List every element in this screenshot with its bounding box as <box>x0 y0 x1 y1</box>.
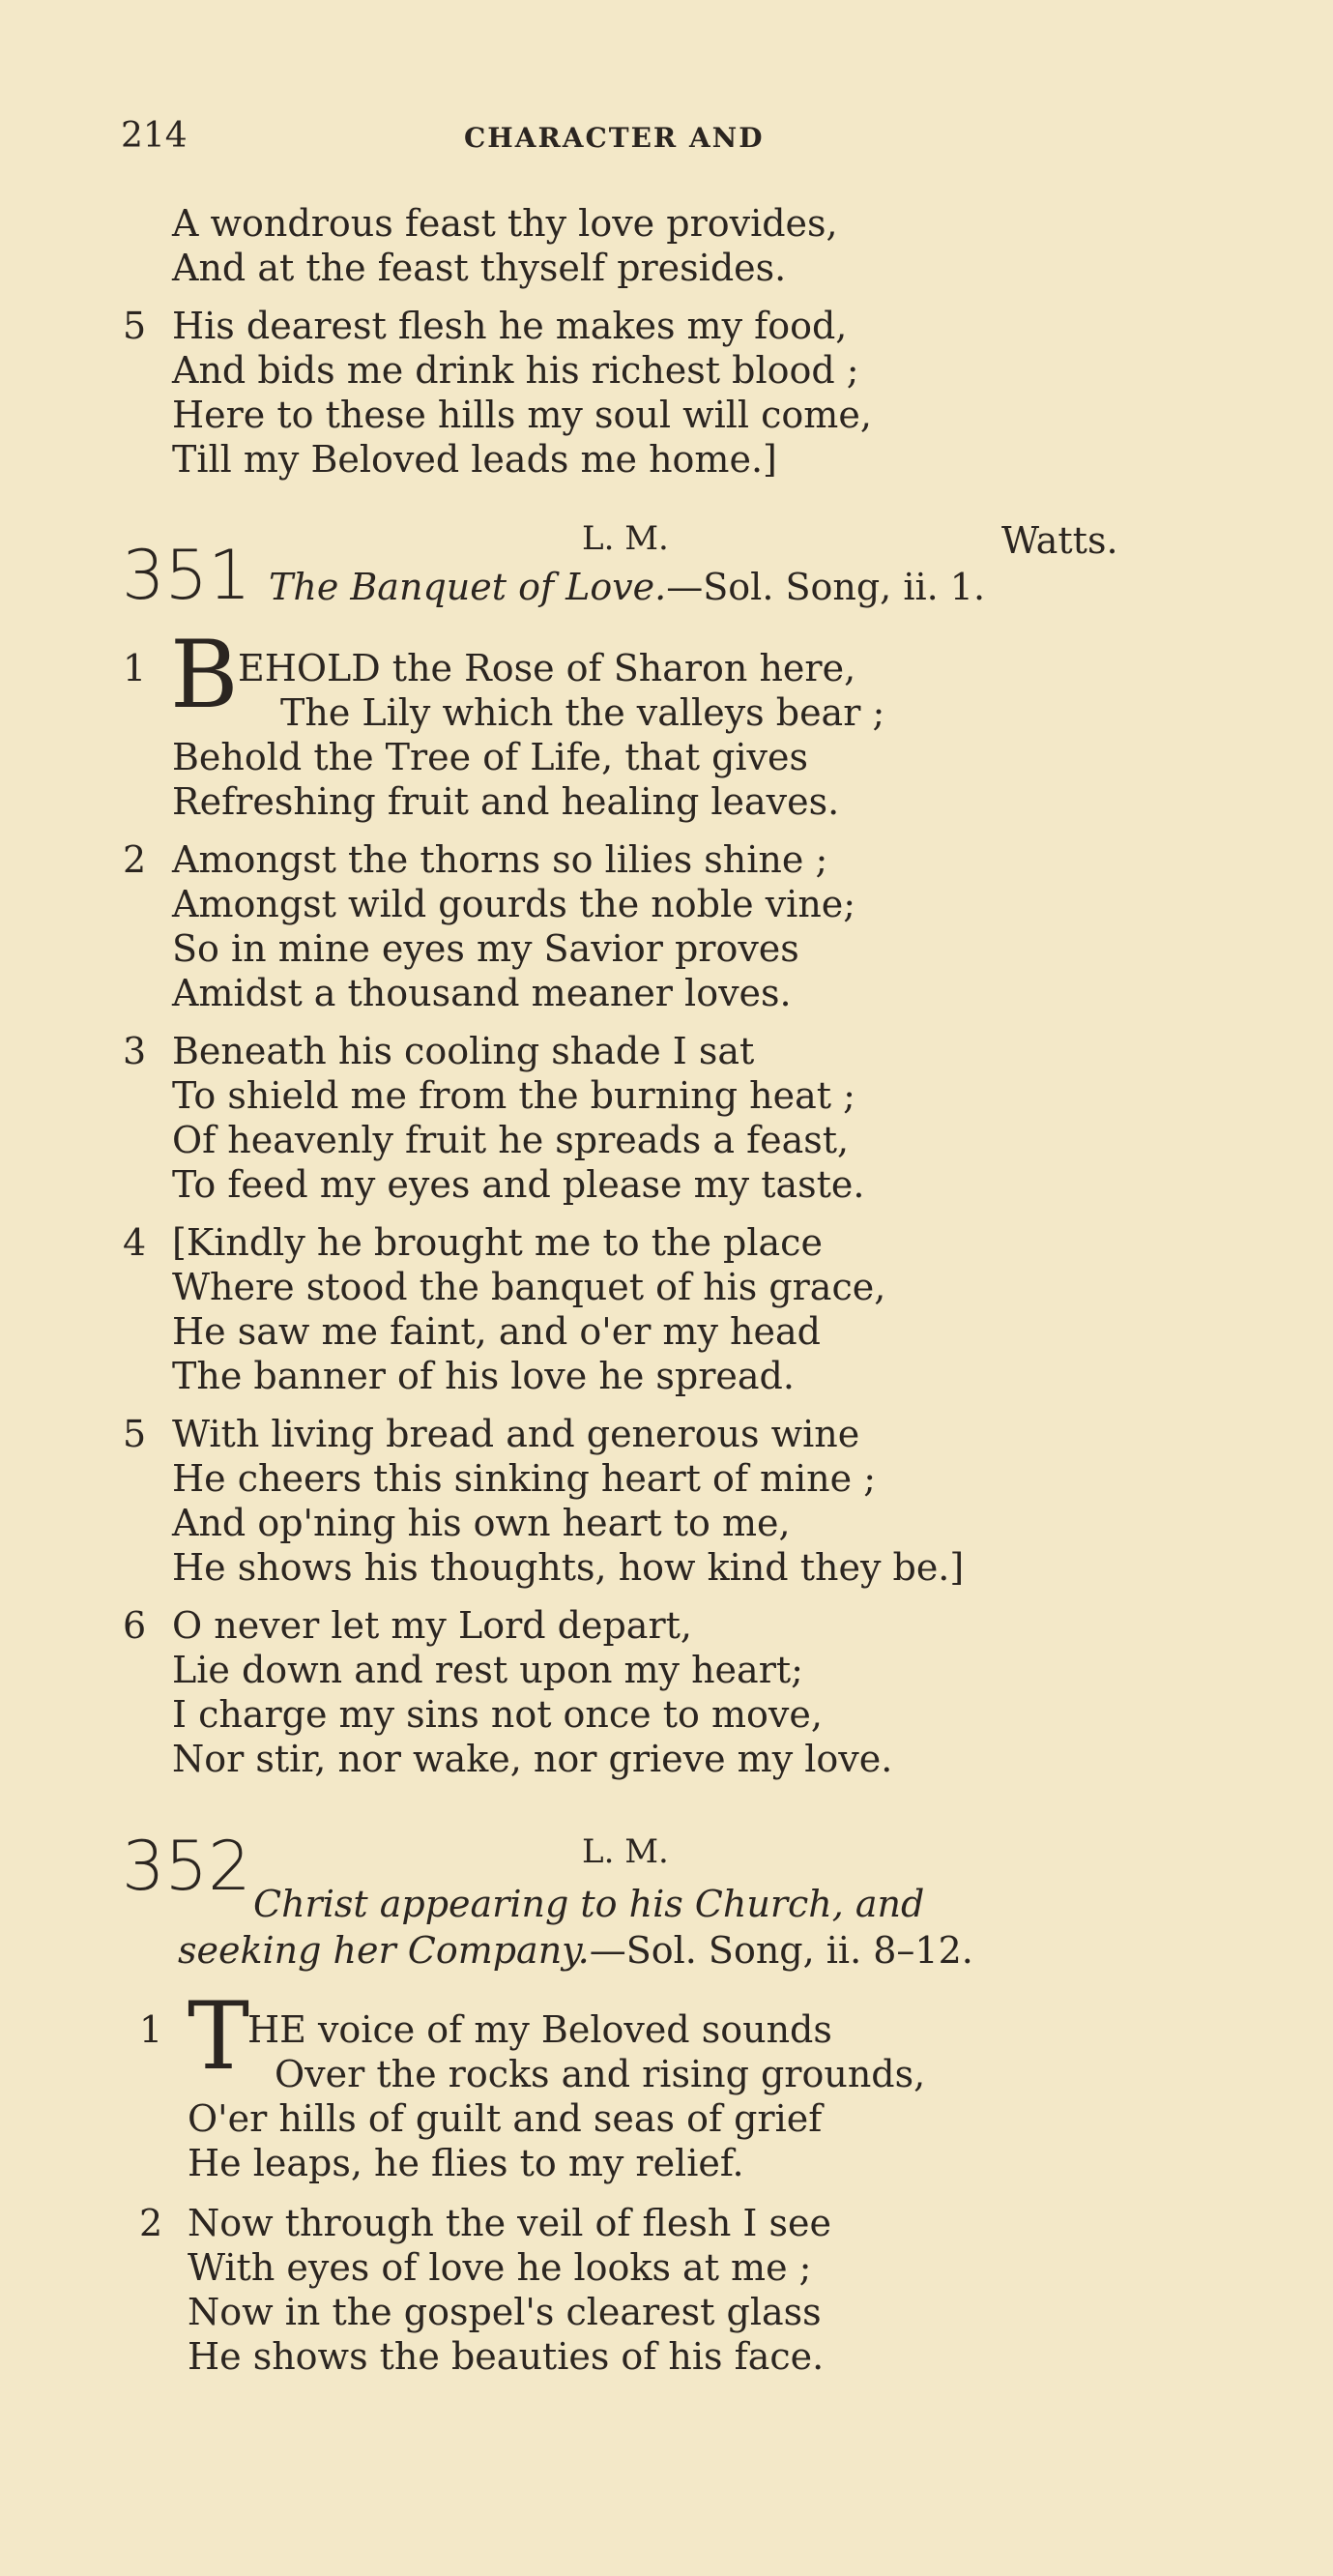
verse-line: Amidst a thousand meaner loves. <box>172 972 792 1014</box>
hymn-subtitle <box>178 1929 973 1972</box>
verse-line: EHOLD the Rose of Sharon here, <box>238 647 856 689</box>
verse-number: 2 <box>123 838 147 881</box>
verse-line: And bids me drink his richest blood ; <box>172 349 859 392</box>
hymn-title: The Banquet of Love. <box>269 566 667 608</box>
verse-line: O never let my Lord depart, <box>172 1604 692 1647</box>
verse-line: The Lily which the valleys bear ; <box>280 691 885 734</box>
verse-line: Here to these hills my soul will come, <box>172 394 872 436</box>
verse-line: HE voice of my Beloved sounds <box>247 2008 832 2051</box>
verse-line: With living bread and generous wine <box>172 1413 860 1455</box>
verse-number: 5 <box>123 1413 147 1455</box>
verse-line: Refreshing fruit and healing leaves. <box>172 780 840 823</box>
verse-line: With eyes of love he looks at me ; <box>188 2246 812 2289</box>
hymn-title: seeking her Company. <box>178 1929 590 1972</box>
verse-line: Where stood the banquet of his grace, <box>172 1266 886 1308</box>
verse-number: 1 <box>139 2008 163 2051</box>
prev-hymn-line: And at the feast thyself presides. <box>172 247 787 289</box>
verse-number: 4 <box>123 1221 147 1264</box>
hymn-number: 352 <box>122 1827 251 1906</box>
hymn-author: Watts. <box>1001 519 1118 562</box>
verse-number: 2 <box>139 2202 163 2244</box>
verse-line: He cheers this sinking heart of mine ; <box>172 1457 877 1500</box>
verse-number: 5 <box>123 305 147 347</box>
verse-line: He shows the beauties of his face. <box>188 2335 825 2378</box>
verse-line: He shows his thoughts, how kind they be.] <box>172 1546 965 1589</box>
verse-line: Behold the Tree of Life, that gives <box>172 736 809 778</box>
verse-line: Nor stir, nor wake, nor grieve my love. <box>172 1738 893 1780</box>
verse-line: And op'ning his own heart to me, <box>172 1502 791 1544</box>
verse-line: His dearest flesh he makes my food, <box>172 305 848 347</box>
hymn-subtitle <box>269 566 986 608</box>
hymn-subtitle <box>253 1883 925 1925</box>
verse-line: To shield me from the burning heat ; <box>172 1074 855 1117</box>
verse-line: Now in the gospel's clearest glass <box>188 2291 822 2333</box>
hymn-meter: L. M. <box>582 519 669 558</box>
verse-line: Till my Beloved leads me home.] <box>172 438 777 481</box>
verse-line: Amongst the thorns so lilies shine ; <box>172 838 828 881</box>
verse-line: So in mine eyes my Savior proves <box>172 927 799 970</box>
verse-line: He saw me faint, and o'er my head <box>172 1310 821 1353</box>
scripture-reference: —Sol. Song, ii. 8–12. <box>589 1929 973 1972</box>
verse-line: Amongst wild gourds the noble vine; <box>172 883 856 925</box>
verse-line: O'er hills of guilt and seas of grief <box>188 2097 823 2140</box>
verse-line: Beneath his cooling shade I sat <box>172 1030 755 1072</box>
verse-line: The banner of his love he spread. <box>172 1355 795 1397</box>
verse-line: He leaps, he flies to my relief. <box>188 2142 744 2184</box>
verse-line: Now through the veil of flesh I see <box>188 2202 832 2244</box>
hymn-number: 351 <box>122 536 251 615</box>
scripture-reference: —Sol. Song, ii. 1. <box>666 566 986 608</box>
verse-line: Of heavenly fruit he spreads a feast, <box>172 1119 850 1161</box>
running-head: CHARACTER AND <box>464 122 765 154</box>
hymn-meter: L. M. <box>582 1832 669 1871</box>
page-header <box>121 116 1213 164</box>
verse-line: I charge my sins not once to move, <box>172 1693 823 1736</box>
verse-line: Lie down and rest upon my heart; <box>172 1649 803 1691</box>
verse-line: Over the rocks and rising grounds, <box>275 2053 926 2095</box>
verse-number: 6 <box>123 1604 147 1647</box>
verse-line: To feed my eyes and please my taste. <box>172 1163 865 1206</box>
verse-number: 3 <box>123 1030 147 1072</box>
verse-number: 1 <box>123 647 147 689</box>
drop-cap: B <box>170 621 239 729</box>
page-number: 214 <box>121 116 188 156</box>
prev-hymn-line: A wondrous feast thy love provides, <box>172 202 838 245</box>
hymn-title: Christ appearing to his Church, and <box>253 1883 925 1925</box>
verse-line: [Kindly he brought me to the place <box>172 1221 823 1264</box>
drop-cap: T <box>188 1982 250 2091</box>
